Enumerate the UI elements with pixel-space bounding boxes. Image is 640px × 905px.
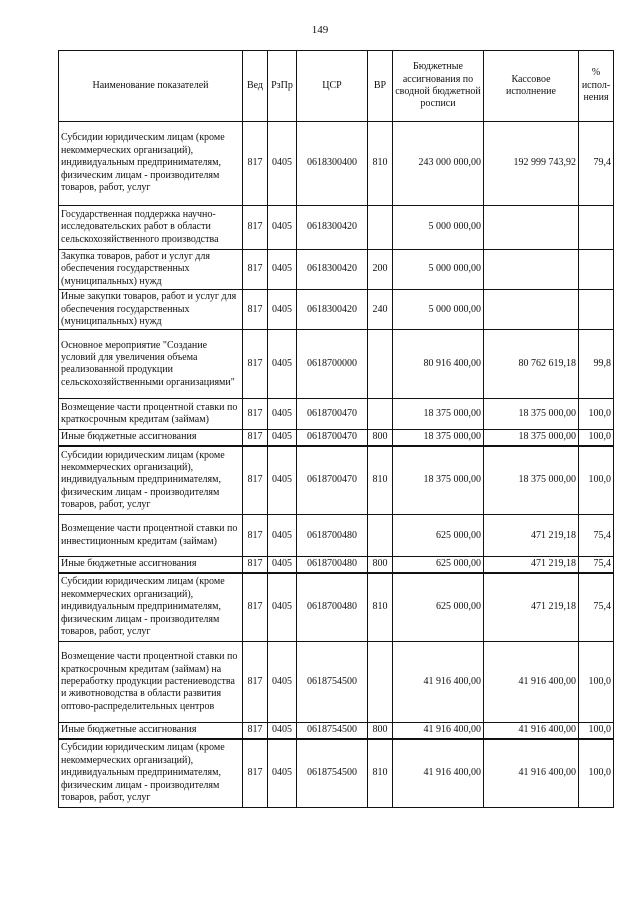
header-ved: Вед — [243, 51, 268, 122]
cell-name: Субсидии юридическим лицам (кроме некоммерческих организаций), индивидуальным предпринимателям, физическим лицам - производителям товаров, работ, услуг — [59, 122, 243, 206]
cell-csr: 0618700470 — [297, 430, 368, 446]
cell-csr: 0618700470 — [297, 399, 368, 430]
cell-ved: 817 — [243, 515, 268, 557]
cell-pct: 100,0 — [579, 642, 614, 723]
cell-pct: 75,4 — [579, 573, 614, 642]
cell-ved: 817 — [243, 399, 268, 430]
cell-name: Субсидии юридическим лицам (кроме некоммерческих организаций), индивидуальным предпринимателям, физическим лицам - производителям товаров, работ, услуг — [59, 446, 243, 515]
cell-cash: 471 219,18 — [484, 557, 579, 573]
table-row — [59, 642, 614, 723]
cell-name: Иные бюджетные ассигнования — [59, 430, 243, 446]
cell-ved: 817 — [243, 206, 268, 250]
cell-vr: 810 — [368, 122, 393, 206]
cell-vr: 800 — [368, 557, 393, 573]
cell-name: Государственная поддержка научно-исследовательских работ в области сельскохозяйственного производства — [59, 206, 243, 250]
cell-rzpr: 0405 — [268, 122, 297, 206]
cell-rzpr: 0405 — [268, 557, 297, 573]
cell-cash — [484, 250, 579, 290]
cell-pct: 99,8 — [579, 330, 614, 399]
cell-name: Иные бюджетные ассигнования — [59, 723, 243, 739]
cell-assign: 41 916 400,00 — [393, 642, 484, 723]
cell-pct: 100,0 — [579, 399, 614, 430]
cell-vr — [368, 330, 393, 399]
cell-pct — [579, 250, 614, 290]
cell-rzpr: 0405 — [268, 290, 297, 330]
cell-ved: 817 — [243, 557, 268, 573]
cell-pct: 75,4 — [579, 557, 614, 573]
cell-rzpr: 0405 — [268, 430, 297, 446]
cell-cash: 18 375 000,00 — [484, 430, 579, 446]
header-row — [59, 51, 614, 122]
cell-assign: 41 916 400,00 — [393, 723, 484, 739]
cell-vr: 200 — [368, 250, 393, 290]
cell-pct: 79,4 — [579, 122, 614, 206]
table-row — [59, 206, 614, 250]
cell-assign: 5 000 000,00 — [393, 290, 484, 330]
cell-assign: 18 375 000,00 — [393, 430, 484, 446]
cell-cash: 471 219,18 — [484, 515, 579, 557]
cell-name: Иные бюджетные ассигнования — [59, 557, 243, 573]
cell-cash: 80 762 619,18 — [484, 330, 579, 399]
cell-rzpr: 0405 — [268, 739, 297, 808]
cell-assign: 18 375 000,00 — [393, 446, 484, 515]
cell-cash — [484, 290, 579, 330]
cell-vr: 240 — [368, 290, 393, 330]
cell-ved: 817 — [243, 290, 268, 330]
cell-ved: 817 — [243, 642, 268, 723]
cell-assign: 41 916 400,00 — [393, 739, 484, 808]
cell-rzpr: 0405 — [268, 330, 297, 399]
cell-assign: 625 000,00 — [393, 515, 484, 557]
cell-csr: 0618754500 — [297, 739, 368, 808]
cell-csr: 0618700480 — [297, 515, 368, 557]
table-row — [59, 739, 614, 808]
header-name: Наименование показателей — [59, 51, 243, 122]
cell-ved: 817 — [243, 330, 268, 399]
cell-assign: 625 000,00 — [393, 557, 484, 573]
cell-vr: 800 — [368, 723, 393, 739]
cell-csr: 0618700470 — [297, 446, 368, 515]
cell-rzpr: 0405 — [268, 446, 297, 515]
cell-pct: 100,0 — [579, 723, 614, 739]
table-row — [59, 122, 614, 206]
cell-cash: 18 375 000,00 — [484, 446, 579, 515]
cell-ved: 817 — [243, 723, 268, 739]
header-cash: Кассовое исполнение — [484, 51, 579, 122]
cell-assign: 625 000,00 — [393, 573, 484, 642]
cell-pct — [579, 290, 614, 330]
cell-cash: 41 916 400,00 — [484, 642, 579, 723]
cell-ved: 817 — [243, 739, 268, 808]
cell-name: Иные закупки товаров, работ и услуг для обеспечения государственных (муниципальных) нужд — [59, 290, 243, 330]
table-row — [59, 446, 614, 515]
table-row — [59, 557, 614, 573]
cell-cash: 471 219,18 — [484, 573, 579, 642]
cell-csr: 0618700480 — [297, 573, 368, 642]
table-row — [59, 290, 614, 330]
cell-ved: 817 — [243, 573, 268, 642]
cell-vr — [368, 515, 393, 557]
header-vr: ВР — [368, 51, 393, 122]
table-row — [59, 330, 614, 399]
cell-ved: 817 — [243, 122, 268, 206]
table-row — [59, 399, 614, 430]
cell-assign: 80 916 400,00 — [393, 330, 484, 399]
cell-csr: 0618754500 — [297, 723, 368, 739]
cell-cash — [484, 206, 579, 250]
cell-rzpr: 0405 — [268, 515, 297, 557]
cell-vr: 810 — [368, 739, 393, 808]
cell-csr: 0618700000 — [297, 330, 368, 399]
cell-pct: 100,0 — [579, 430, 614, 446]
cell-vr: 800 — [368, 430, 393, 446]
cell-name: Возмещение части процентной ставки по краткосрочным кредитам (займам) — [59, 399, 243, 430]
cell-assign: 243 000 000,00 — [393, 122, 484, 206]
cell-cash: 41 916 400,00 — [484, 723, 579, 739]
table-row — [59, 250, 614, 290]
cell-name: Возмещение части процентной ставки по инвестиционным кредитам (займам) — [59, 515, 243, 557]
cell-vr — [368, 206, 393, 250]
cell-csr: 0618700480 — [297, 557, 368, 573]
cell-name: Субсидии юридическим лицам (кроме некоммерческих организаций), индивидуальным предпринимателям, физическим лицам - производителям товаров, работ, услуг — [59, 573, 243, 642]
cell-ved: 817 — [243, 250, 268, 290]
cell-csr: 0618300420 — [297, 206, 368, 250]
cell-vr — [368, 642, 393, 723]
budget-table — [58, 50, 614, 808]
cell-ved: 817 — [243, 430, 268, 446]
cell-cash: 192 999 743,92 — [484, 122, 579, 206]
cell-rzpr: 0405 — [268, 723, 297, 739]
cell-vr: 810 — [368, 446, 393, 515]
cell-cash: 18 375 000,00 — [484, 399, 579, 430]
cell-vr: 810 — [368, 573, 393, 642]
cell-pct: 100,0 — [579, 446, 614, 515]
cell-assign: 5 000 000,00 — [393, 206, 484, 250]
cell-ved: 817 — [243, 446, 268, 515]
table-row — [59, 723, 614, 739]
cell-name: Возмещение части процентной ставки по краткосрочным кредитам (займам) на переработку продукции растениеводства и животноводства в области развития оптово-распределительных центров — [59, 642, 243, 723]
header-csr: ЦСР — [297, 51, 368, 122]
cell-cash: 41 916 400,00 — [484, 739, 579, 808]
cell-assign: 18 375 000,00 — [393, 399, 484, 430]
cell-pct — [579, 206, 614, 250]
cell-name: Основное мероприятие "Создание условий для увеличения объема реализованной продукции сельскохозяйственными организациями" — [59, 330, 243, 399]
cell-csr: 0618300400 — [297, 122, 368, 206]
cell-vr — [368, 399, 393, 430]
cell-csr: 0618754500 — [297, 642, 368, 723]
cell-name: Закупка товаров, работ и услуг для обеспечения государственных (муниципальных) нужд — [59, 250, 243, 290]
table-row — [59, 430, 614, 446]
header-rzpr: РзПр — [268, 51, 297, 122]
table-row — [59, 573, 614, 642]
header-assignments: Бюджетные ассигнования по сводной бюджетной росписи — [393, 51, 484, 122]
page-number: 149 — [311, 24, 329, 36]
cell-csr: 0618300420 — [297, 250, 368, 290]
header-pct: % испол-нения — [579, 51, 614, 122]
cell-name: Субсидии юридическим лицам (кроме некоммерческих организаций), индивидуальным предпринимателям, физическим лицам - производителям товаров, работ, услуг — [59, 739, 243, 808]
cell-rzpr: 0405 — [268, 250, 297, 290]
cell-pct: 100,0 — [579, 739, 614, 808]
cell-rzpr: 0405 — [268, 399, 297, 430]
cell-rzpr: 0405 — [268, 573, 297, 642]
cell-pct: 75,4 — [579, 515, 614, 557]
cell-assign: 5 000 000,00 — [393, 250, 484, 290]
cell-csr: 0618300420 — [297, 290, 368, 330]
table-row — [59, 515, 614, 557]
cell-rzpr: 0405 — [268, 642, 297, 723]
cell-rzpr: 0405 — [268, 206, 297, 250]
